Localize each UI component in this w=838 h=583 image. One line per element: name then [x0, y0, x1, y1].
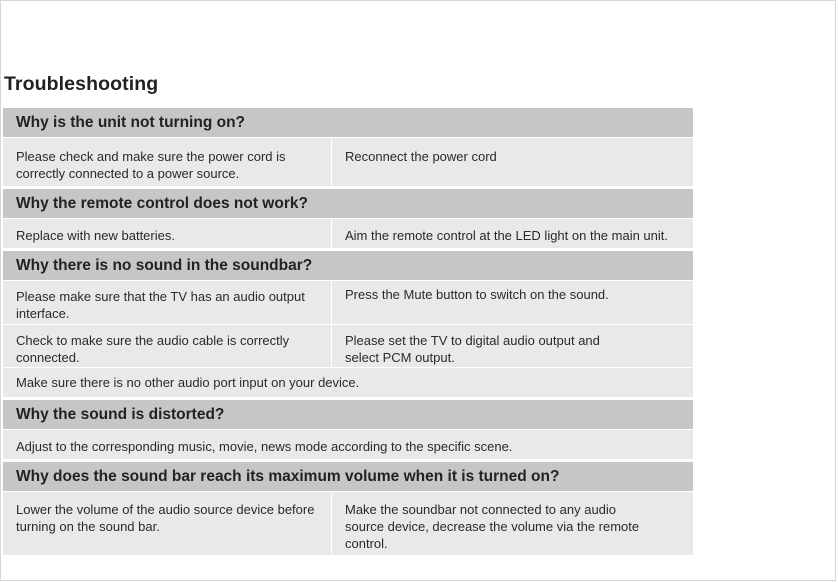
question-heading: Why the remote control does not work? — [3, 189, 693, 219]
answer-row — [3, 138, 693, 189]
question-heading: Why does the sound bar reach its maximum volume when it is turned on? — [3, 462, 693, 492]
question-heading: Why is the unit not turning on? — [3, 108, 693, 138]
solution-cell: Aim the remote control at the LED light on the main unit. — [345, 228, 669, 243]
answer-row — [3, 219, 693, 251]
note-cell: Adjust to the corresponding music, movie, news mode according to the specific scene. — [16, 439, 513, 454]
solution-cell: Please set the TV to digital audio output and select PCM output. — [345, 333, 600, 365]
answer-row — [3, 492, 693, 556]
answer-row — [3, 430, 693, 462]
note-cell: Make sure there is no other audio port input on your device. — [16, 375, 360, 390]
page-title: Troubleshooting — [4, 73, 159, 95]
cause-cell: Replace with new batteries. — [3, 219, 332, 248]
question-heading: Why the sound is distorted? — [3, 400, 693, 430]
answer-row — [3, 281, 693, 325]
answer-row — [3, 325, 693, 368]
solution-cell: Make the soundbar not connected to any audio source device, decrease the volume via the remote control. — [345, 502, 640, 551]
troubleshooting-table — [3, 108, 693, 556]
cause-cell: Check to make sure the audio cable is correctly connected. — [3, 325, 332, 367]
solution-cell: Reconnect the power cord — [345, 149, 497, 164]
answer-row — [3, 368, 693, 400]
solution-cell: Press the Mute button to switch on the sound. — [345, 287, 609, 302]
cause-cell: Please check and make sure the power cord is correctly connected to a power source. — [3, 138, 332, 186]
question-heading: Why there is no sound in the soundbar? — [3, 251, 693, 281]
cause-cell: Lower the volume of the audio source device before turning on the sound bar. — [3, 492, 332, 555]
cause-cell: Please make sure that the TV has an audio output interface. — [3, 281, 332, 324]
